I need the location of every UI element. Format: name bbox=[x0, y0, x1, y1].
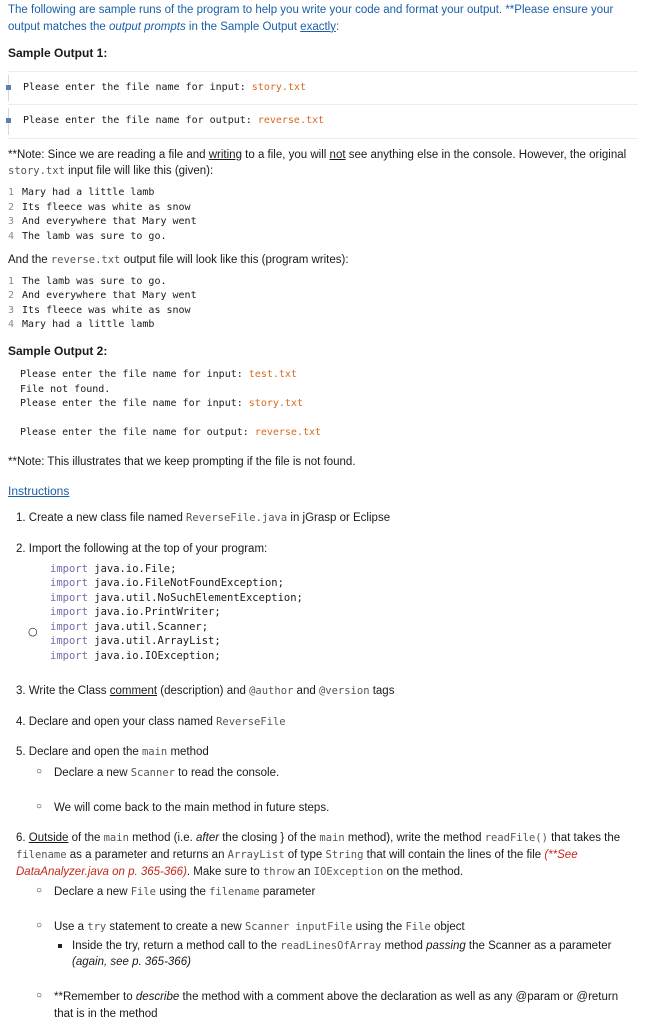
console-row: Please enter the file name for input: story.txt bbox=[20, 398, 303, 410]
import-line: import java.io.FileNotFoundException; bbox=[50, 577, 284, 590]
console-row: Please enter the file name for input: test.txt bbox=[20, 369, 297, 381]
console-line: Please enter the file name for input: story.txt bbox=[8, 75, 638, 102]
spacer bbox=[8, 782, 638, 796]
spacer bbox=[20, 412, 638, 426]
step-6-sub-1: ○ Declare a new File using the filename parameter bbox=[36, 885, 316, 899]
spacer bbox=[8, 527, 638, 541]
bullet-icon: ○ bbox=[36, 990, 43, 1002]
bullet-icon: ○ bbox=[36, 920, 43, 932]
step-5: 5. Declare and open the main method bbox=[16, 746, 209, 759]
story-file-listing bbox=[8, 186, 638, 244]
spacer bbox=[8, 971, 638, 985]
spacer bbox=[8, 816, 638, 830]
sample-output-1-heading: Sample Output 1: bbox=[8, 46, 108, 61]
note-file-not-found: **Note: This illustrates that we keep prompting if the file is not found. bbox=[8, 456, 356, 469]
bullet-icon: ○ bbox=[36, 800, 43, 812]
bullet-icon: ○ bbox=[36, 885, 43, 897]
bullet-icon: ○ bbox=[28, 624, 38, 638]
import-line: import java.io.IOException; bbox=[50, 649, 221, 662]
line-marker-icon bbox=[6, 118, 11, 123]
line-marker-icon bbox=[6, 85, 11, 90]
step-6: 6. Outside of the main method (i.e. after the closing } of the main method), write the method readFile() that takes the filename as a parameter and returns an ArrayList of type String that will contain the lines of the file (**See DataAnalyzer.java on p. 365-366). Make sure to throw an IOException on the method. bbox=[16, 832, 621, 878]
reverse-file-listing bbox=[8, 275, 638, 333]
listing-line: 2 And everywhere that Mary went bbox=[8, 290, 197, 302]
divider bbox=[8, 71, 638, 72]
console-row: Please enter the file name for output: reverse.txt bbox=[20, 426, 322, 438]
imports-code-block bbox=[28, 562, 638, 664]
square-bullet-icon bbox=[58, 944, 62, 948]
step-6-sub-3: ○ **Remember to describe the method with a comment above the declaration as well as any @param or @return that is in the method bbox=[36, 990, 619, 1020]
spacer bbox=[8, 730, 638, 744]
listing-line: 1 Mary had a little lamb bbox=[8, 187, 155, 199]
step-5-sub-2: ○ We will come back to the main method in future steps. bbox=[36, 800, 330, 814]
step-2: 2. Import the following at the top of your program: bbox=[16, 542, 268, 555]
step-3: 3. Write the Class comment (description) and @author and @version tags bbox=[16, 685, 395, 698]
step-5-sub-1: ○ Declare a new Scanner to read the console. bbox=[36, 766, 280, 780]
step-1: 1. Create a new class file named ReverseFile.java in jGrasp or Eclipse bbox=[16, 512, 391, 525]
listing-line: 3 And everywhere that Mary went bbox=[8, 216, 197, 228]
listing-line: 4 Mary had a little lamb bbox=[8, 319, 155, 331]
step-4: 4. Declare and open your class named ReverseFile bbox=[16, 715, 286, 728]
spacer bbox=[8, 901, 638, 915]
sample-output-2-console bbox=[8, 368, 638, 440]
bullet-icon: ○ bbox=[36, 766, 43, 778]
spacer bbox=[8, 663, 638, 683]
console-line: Please enter the file name for output: reverse.txt bbox=[8, 108, 638, 135]
listing-line: 4 The lamb was sure to go. bbox=[8, 230, 167, 242]
spacer bbox=[8, 700, 638, 714]
step-6-sub-sub-1: Inside the try, return a method call to the readLinesOfArray method passing the Scanner as a parameter (again, see p. 365-366) bbox=[72, 938, 638, 971]
divider bbox=[8, 138, 638, 139]
import-line: import java.util.NoSuchElementException; bbox=[50, 591, 303, 604]
listing-line: 3 Its fleece was white as snow bbox=[8, 304, 191, 316]
divider bbox=[8, 104, 638, 105]
instructions-link[interactable]: Instructions bbox=[8, 483, 70, 498]
sample-output-2-heading: Sample Output 2: bbox=[8, 343, 108, 358]
import-line: import java.util.ArrayList; bbox=[50, 635, 221, 648]
step-6-sub-2: ○ Use a try statement to create a new Scanner inputFile using the File object bbox=[36, 920, 465, 934]
import-line: import java.io.PrintWriter; bbox=[50, 606, 221, 619]
listing-line: 2 Its fleece was white as snow bbox=[8, 201, 191, 213]
import-line: import java.util.Scanner; bbox=[50, 620, 209, 633]
listing-line: 1 The lamb was sure to go. bbox=[8, 275, 167, 287]
console-row: File not found. bbox=[20, 383, 111, 395]
intro-text: The following are sample runs of the program to help you write your code and format your output. **Please ensure your output matches the output prompts in the Sample Output exactly: bbox=[8, 4, 614, 33]
import-line: import java.io.File; bbox=[50, 562, 177, 575]
reverse-file-intro: And the reverse.txt output file will look like this (program writes): bbox=[8, 254, 349, 267]
note-reading-writing: **Note: Since we are reading a file and writing to a file, you will not see anything else in the console. However, the original story.txt input file will like this (given): bbox=[8, 148, 627, 178]
